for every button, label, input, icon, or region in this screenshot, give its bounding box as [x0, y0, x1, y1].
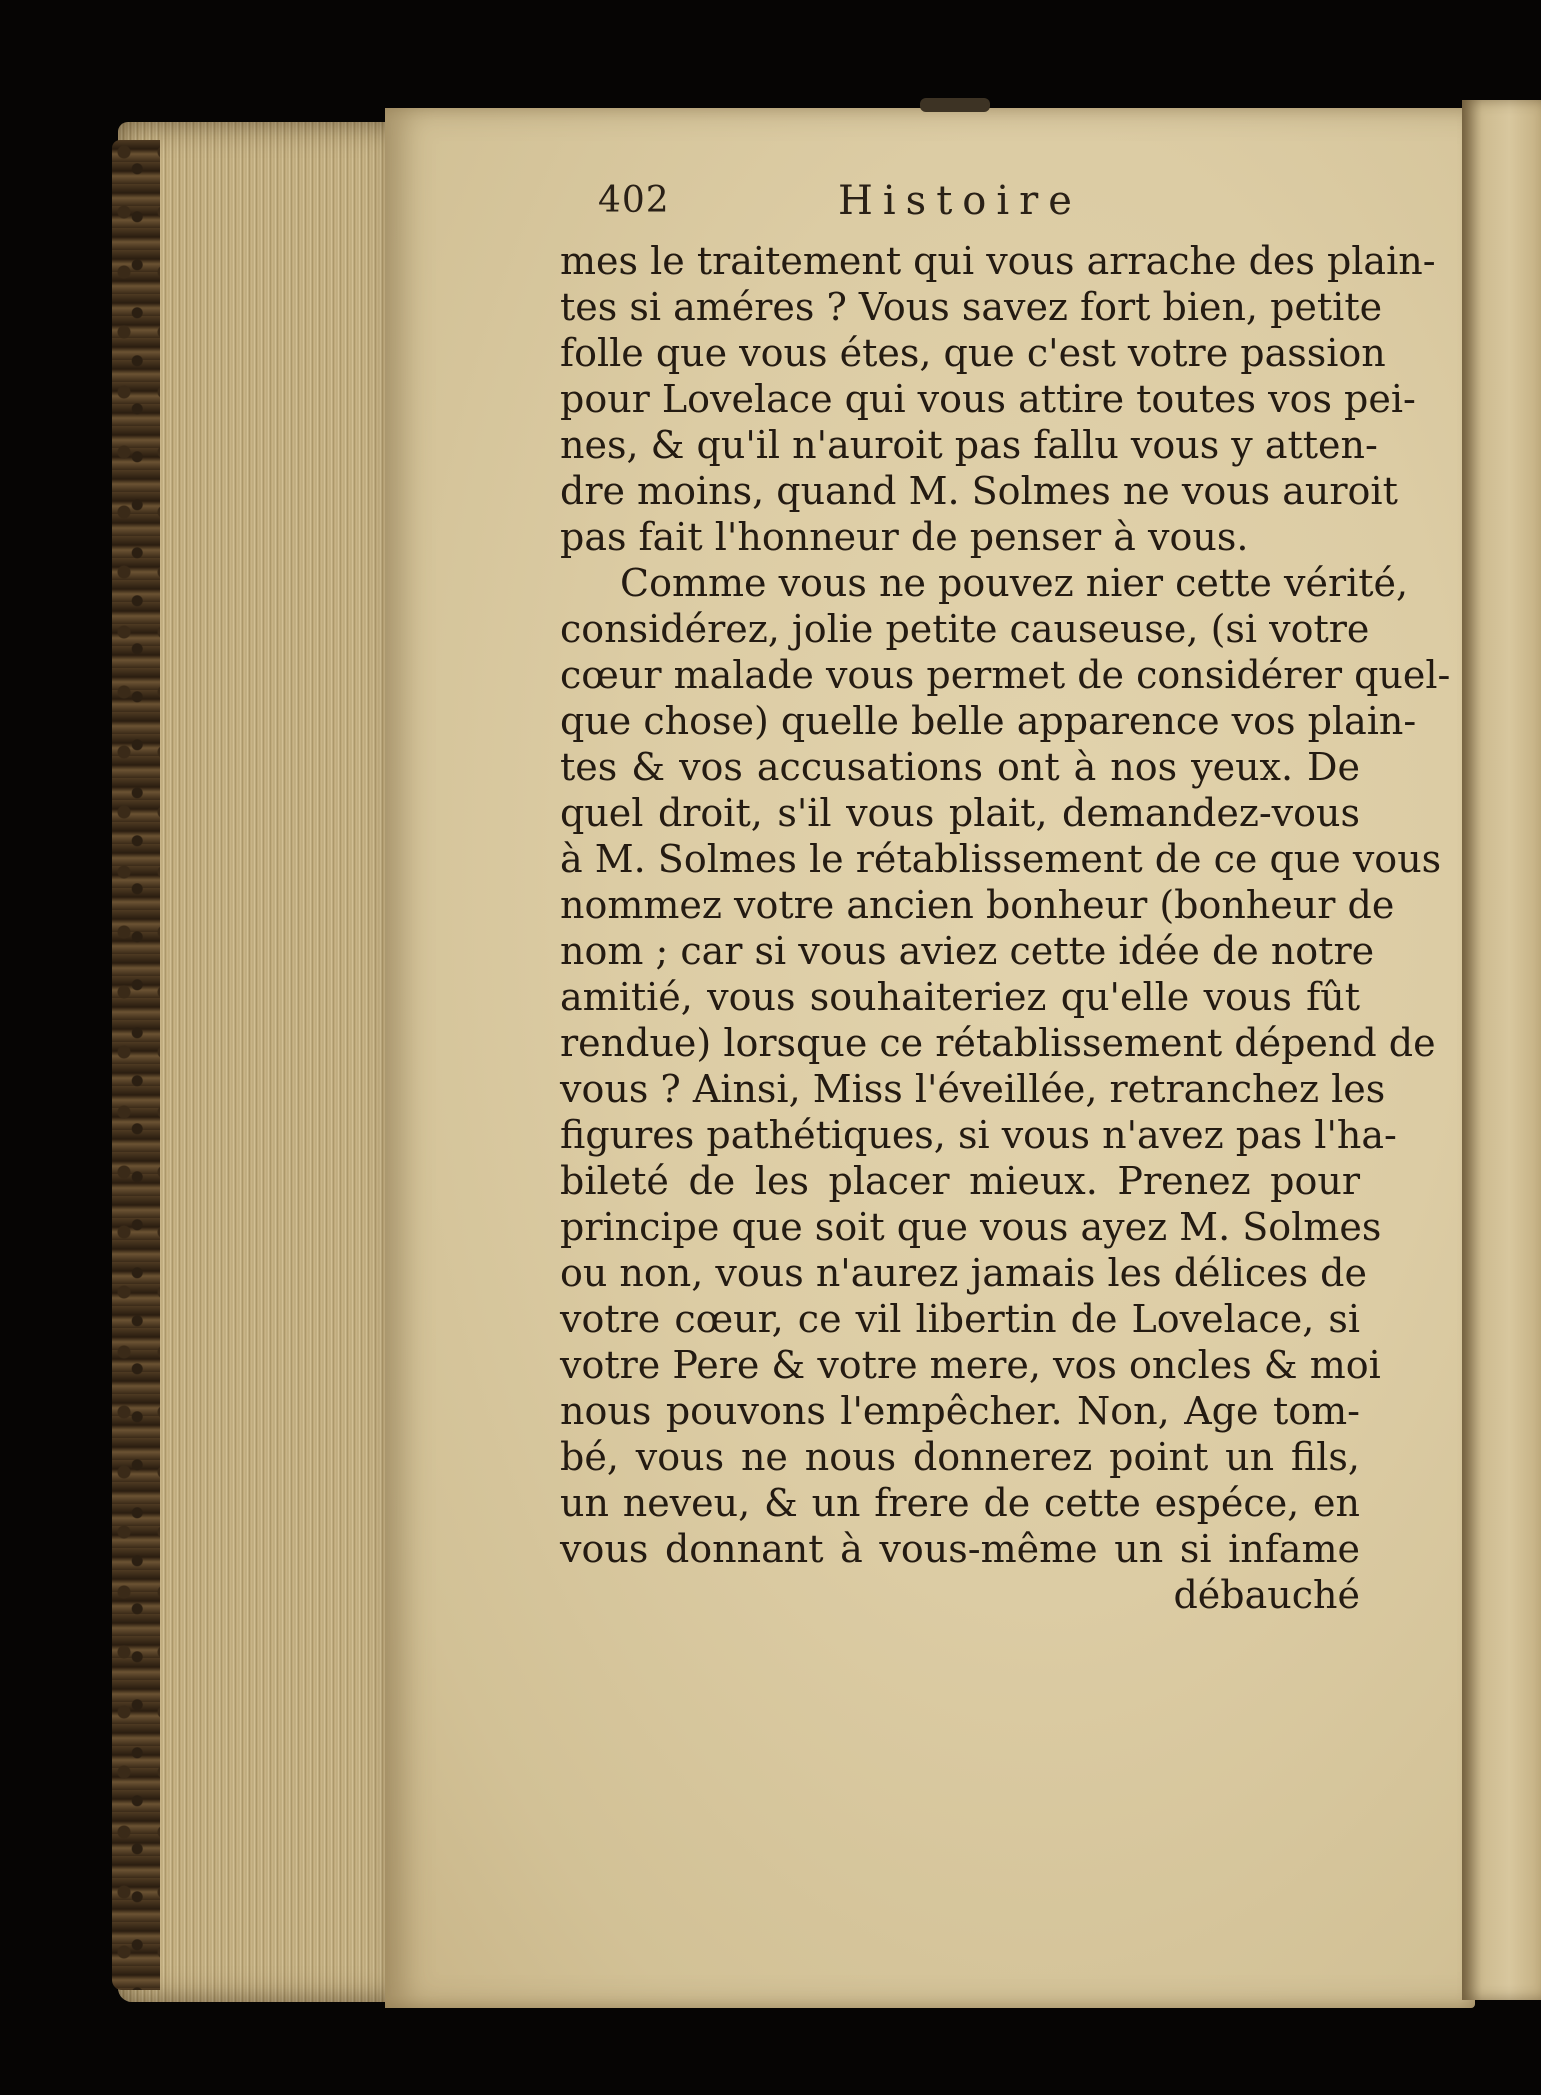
- header-title: Histoire: [838, 178, 1082, 224]
- facing-page-edge: [1462, 100, 1541, 2000]
- text-line: votre Pere & votre mere, vos oncles & moi: [560, 1343, 1381, 1387]
- text-line: nes, & qu'il n'auroit pas fallu vous y atten-: [560, 423, 1378, 467]
- paragraph-start-line: Comme vous ne pouvez nier cette vérité,: [620, 561, 1409, 605]
- text-line: nommez votre ancien bonheur (bonheur de: [560, 883, 1395, 927]
- text-line: bé, vous ne nous donnerez point un fils,: [560, 1435, 1360, 1479]
- text-line: dre moins, quand M. Solmes ne vous auroit: [560, 469, 1398, 513]
- text-line: amitié, vous souhaiteriez qu'elle vous fût: [560, 975, 1360, 1019]
- running-head: [598, 180, 1358, 230]
- text-line: principe que soit que vous ayez M. Solmes: [560, 1205, 1382, 1249]
- page-number: 402: [598, 180, 670, 221]
- text-line: ou non, vous n'aurez jamais les délices de: [560, 1251, 1367, 1295]
- text-line: vous ? Ainsi, Miss l'éveillée, retranchez les: [560, 1067, 1386, 1111]
- text-line: tes & vos accusations ont à nos yeux. De: [560, 745, 1360, 789]
- text-line: rendue) lorsque ce rétablissement dépend de: [560, 1021, 1436, 1065]
- text-line: mes le traitement qui vous arrache des plain-: [560, 239, 1436, 283]
- text-line: quel droit, s'il vous plait, demandez-vous: [560, 791, 1360, 835]
- book-cover-edge: [112, 140, 160, 1990]
- text-line: figures pathétiques, si vous n'avez pas l'ha-: [560, 1113, 1397, 1157]
- text-line: votre cœur, ce vil libertin de Lovelace, si: [560, 1297, 1360, 1341]
- text-line: bileté de les placer mieux. Prenez pour: [560, 1159, 1360, 1203]
- text-line: nous pouvons l'empêcher. Non, Age tom-: [560, 1389, 1360, 1433]
- text-line: un neveu, & un frere de cette espéce, en: [560, 1481, 1360, 1525]
- text-line: nom ; car si vous aviez cette idée de notre: [560, 929, 1375, 973]
- page-edges: [118, 122, 400, 2002]
- text-line: considérez, jolie petite causeuse, (si votre: [560, 607, 1370, 651]
- text-line: vous donnant à vous-même un si infame: [560, 1527, 1360, 1571]
- text-line: tes si améres ? Vous savez fort bien, petite: [560, 285, 1383, 329]
- catchword: débauché: [1173, 1573, 1360, 1617]
- bookmark-ribbon: [920, 98, 990, 112]
- text-line: à M. Solmes le rétablissement de ce que vous: [560, 837, 1442, 881]
- text-line: pas fait l'honneur de penser à vous.: [560, 515, 1249, 559]
- text-line: cœur malade vous permet de considérer quel-: [560, 653, 1451, 697]
- text-line: pour Lovelace qui vous attire toutes vos pei-: [560, 377, 1416, 421]
- text-line: que chose) quelle belle apparence vos plain-: [560, 699, 1417, 743]
- text-line: folle que vous étes, que c'est votre passion: [560, 331, 1386, 375]
